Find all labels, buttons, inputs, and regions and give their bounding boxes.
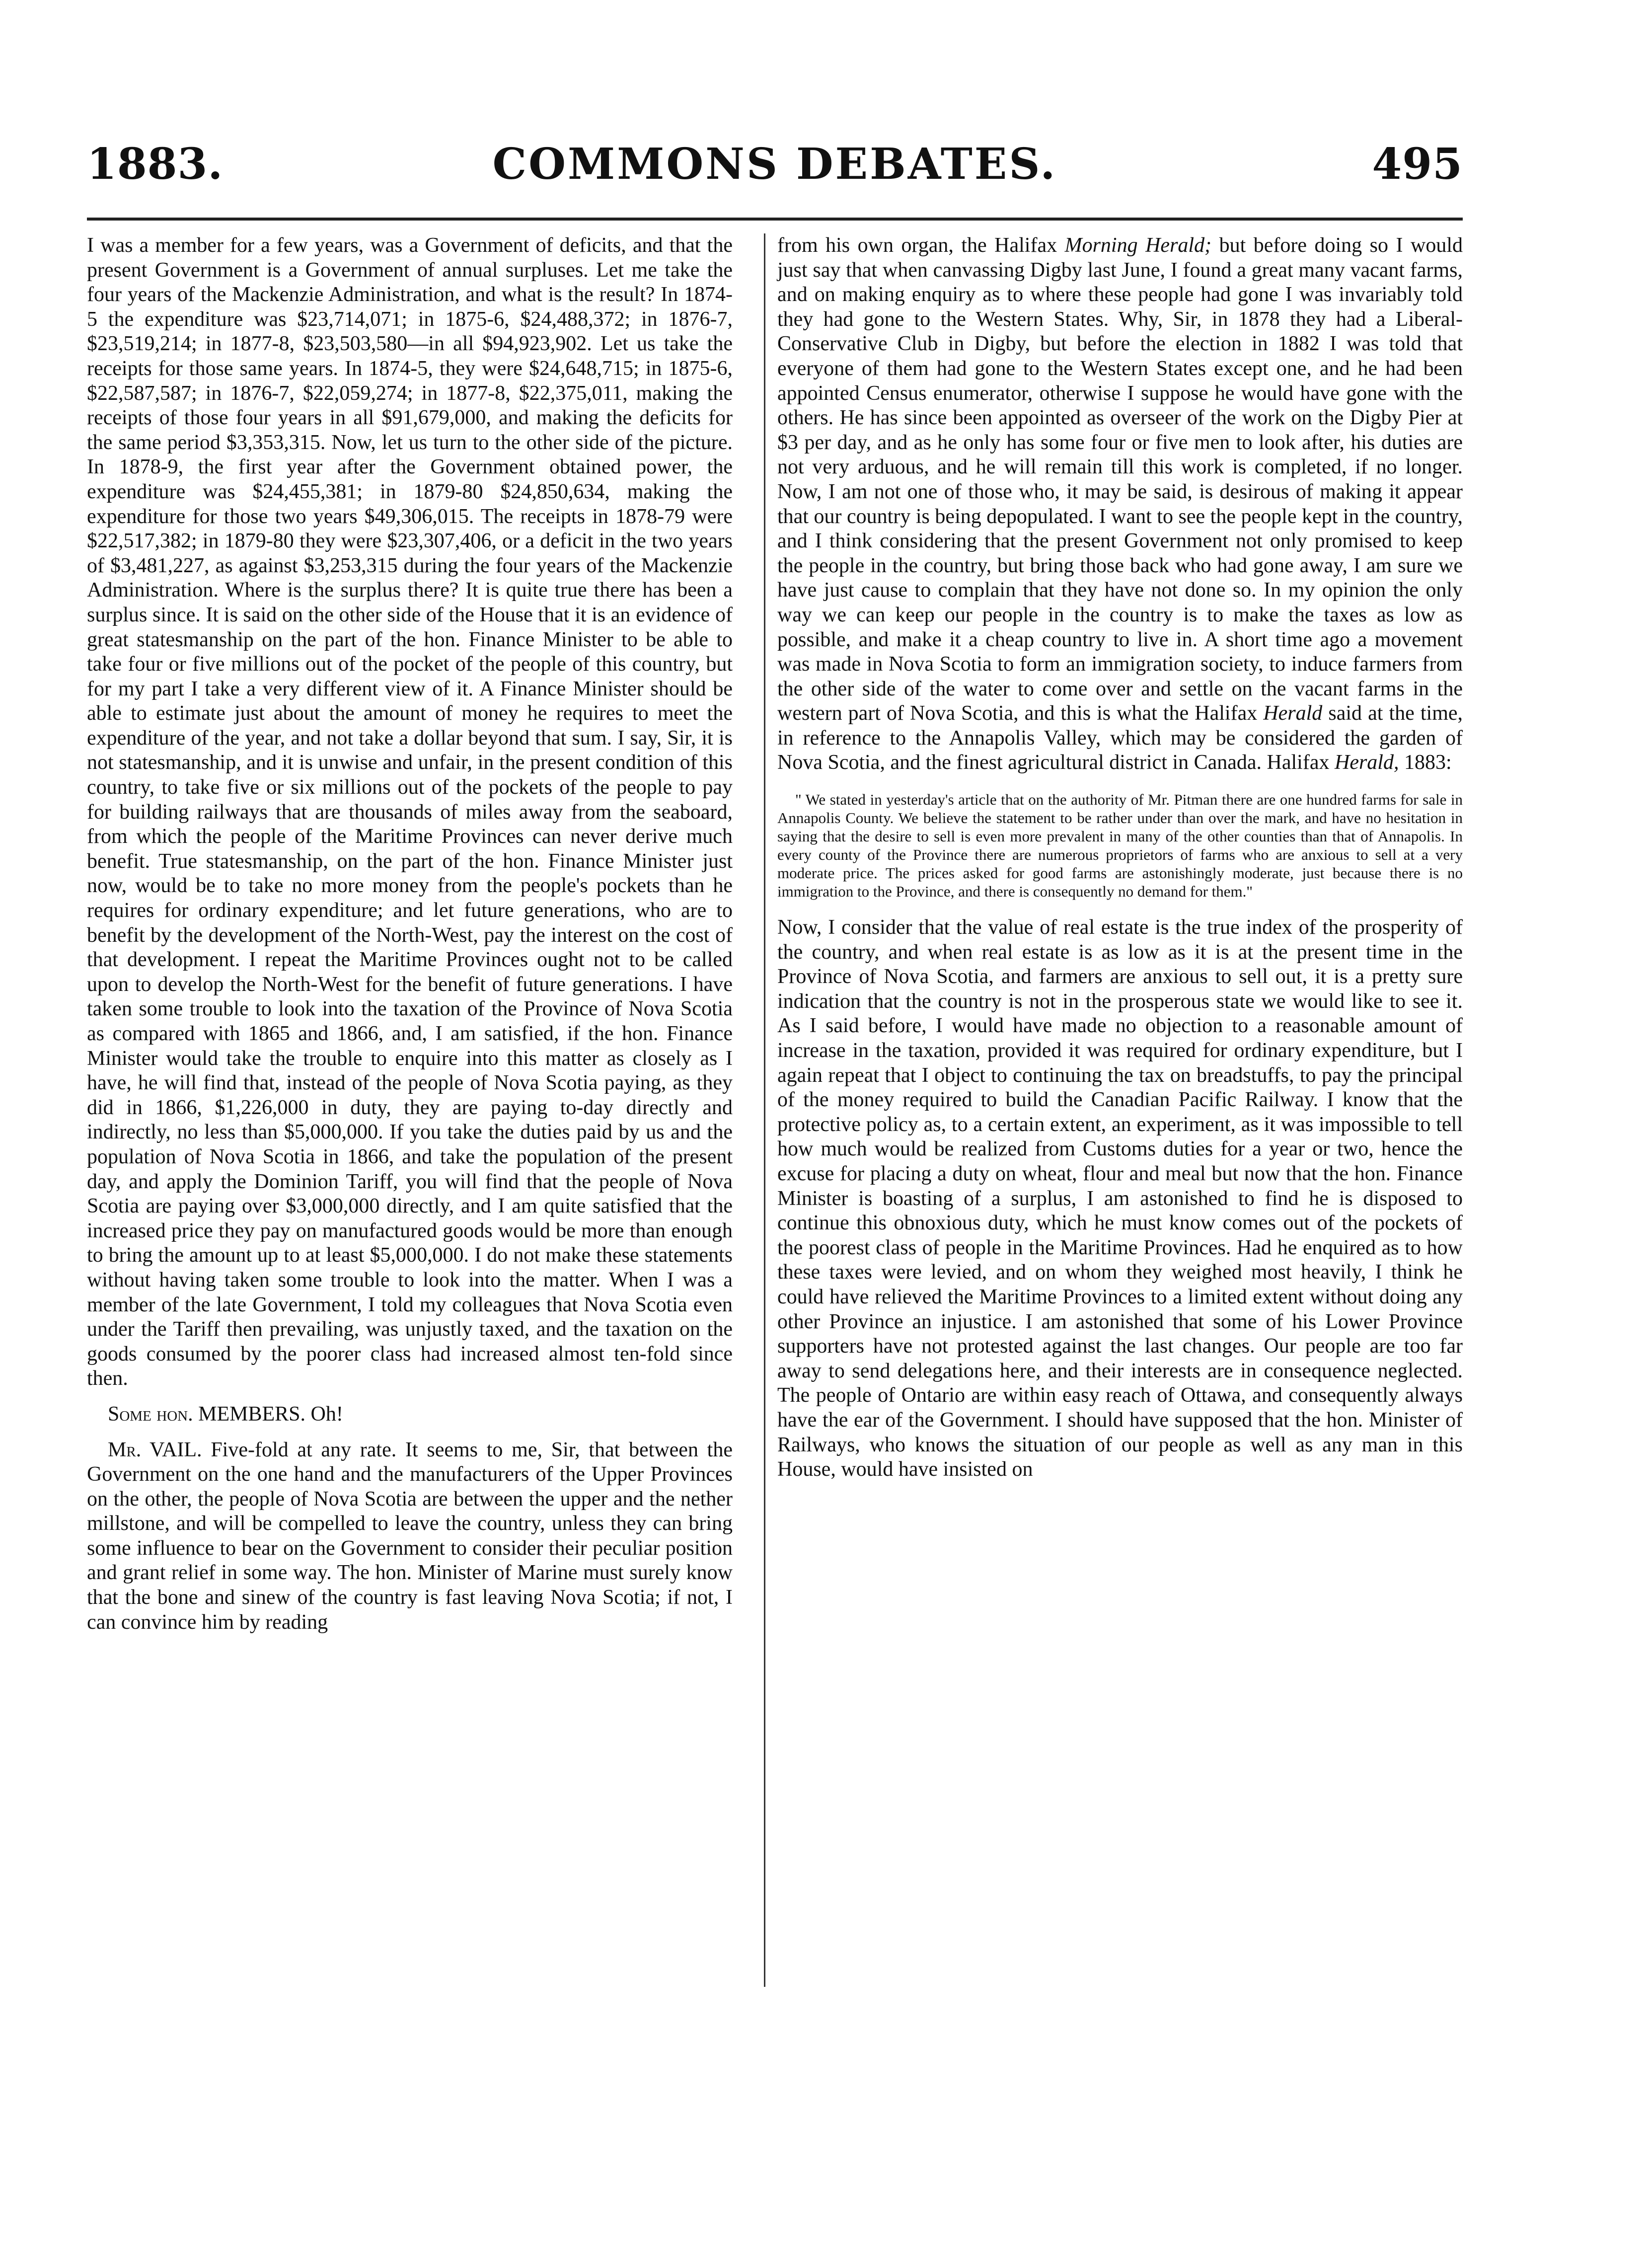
speech-text: Five-fold at any rate. It seems to me, Sir, that between the Government on the one hand and the manufacturers of the Upper Provinces on the other, the people of Nova Scotia are between the upper and the nether millstone, and will be compelled to leave the country, unless they can bring some influence to bear on the Government to consider their peculiar position and grant relief in some way. The hon. Minister of Marine must surely know that the bone and sinew of the country is fast leaving Nova Scotia; if not, I can convince him by reading xyxy=(87,1438,733,1634)
column-divider xyxy=(764,233,765,1987)
page-header xyxy=(87,139,1463,214)
header-year: 1883. xyxy=(87,139,224,189)
header-page-number: 495 xyxy=(1372,139,1463,189)
members-interjection xyxy=(87,1402,733,1427)
right-paragraph-2: Now, I consider that the value of real estate is the true index of the prosperity of the country, and when real estate is as low as it is at the present time in the Province of Nova Scotia, and farmers are anxious to sell out, it is a pretty sure indication that the country is not in the prosperous state we would like to see it. As I said before, I would have made no objection to a reasonable amount of increase in the taxation, provided it was required for ordinary expenditure, but I again repeat that I object to continuing the tax on breadstuffs, to pay the principal of the money required to build the Canadian Pacific Railway. I know that the protective policy as, to a certain extent, an experiment, as it was impossible to tell how much would be realized from Customs duties for a year or two, hence the excuse for placing a duty on wheat, flour and meal but now that the hon. Finance Minister is boasting of a surplus, I am astonished to find he is disposed to continue this obnoxious duty, which he must know comes out of the pockets of the poorest class of people in the Maritime Provinces. Had he enquired as to how these taxes were levied, and on whom they weighed most heavily, I think he could have relieved the Maritime Provinces to a limited extent without doing any other Province an injustice. I am astonished that some of his Lower Province supporters have not protested against the last changes. Our people are too far away to send delegations here, and their interests are in consequence neglected. The people of Ontario are within easy reach of Ottawa, and consequently always have the ear of the Government. I should have supposed that the hon. Minister of Railways, who knows the situation of our people as well as any man in this House, would have insisted on xyxy=(777,916,1463,1481)
left-paragraph-1: I was a member for a few years, was a Government of deficits, and that the present Government is a Government of annual surpluses. Let me take the four years of the Mackenzie Administration, and what is the result? In 1874-5 the expenditure was $23,714,071; in 1875-6, $24,488,372; in 1876-7, $23,519,214; in 1877-8, $23,503,580—in all $94,923,902. Let us take the receipts for those same years. In 1874-5, they were $24,648,715; in 1875-6, $22,587,587; in 1876-7, $22,059,274; in 1877-8, $22,375,011, making the receipts of those four years in all $91,679,000, and making the deficits for the same period $3,353,315. Now, let us turn to the other side of the picture. In 1878-9, the first year after the Government obtained power, the expenditure was $24,455,381; in 1879-80 $24,850,634, making the expenditure for those two years $49,306,015. The receipts in 1878-79 were $22,517,382; in 1879-80 they were $23,307,406, or a deficit in the two years of $3,481,227, as against $3,253,315 during the four years of the Mackenzie Administration. Where is the surplus there? It is quite true there has been a surplus since. It is said on the other side of the House that it is an evidence of great statesmanship on the part of the hon. Finance Minister to be able to take four or five millions out of the pocket of the people of this country, but for my part I take a very different view of it. A Finance Minister should be able to estimate just about the amount of money he requires to meet the expenditure of the year, and not take a dollar beyond that sum. I say, Sir, it is not statesmanship, and it is unwise and unfair, in the present condition of this country, to take five or six millions out of the pockets of the people to pay for building railways that are thousands of miles away from the seaboard, from which the people of the Maritime Provinces can never derive much benefit. True statesmanship, on the part of the hon. Finance Minister just now, would be to take no more money from the people's pockets than he requires for ordinary expenditure; and let future generations, who are to benefit by the development of the North-West, pay the interest on the cost of that development. I repeat the Maritime Provinces ought not to be called upon to develop the North-West for the benefit of future generations. I have taken some trouble to look into the taxation of the Province of Nova Scotia as compared with 1865 and 1866, and, I am satisfied, if the hon. Finance Minister would take the trouble to enquire into this matter as closely as I have, he will find that, instead of the people of Nova Scotia paying, as they did in 1866, $1,226,000 in duty, they are paying to-day directly and indirectly, no less than $5,000,000. If you take the duties paid by us and the population of Nova Scotia in 1866, and take the population of the present day, and apply the Dominion Tariff, you will find that the people of Nova Scotia are paying over $3,000,000 directly, and I am quite satisfied that the increased price they pay on manufactured goods would be more than enough to bring the amount up to at least $5,000,000. I do not make these statements without having taken some trouble to look into the matter. When I was a member of the late Government, I told my colleagues that Nova Scotia even under the Tariff then prevailing, was unjustly taxed, and the taxation on the goods consumed by the poorer class had increased almost ten-fold since then. xyxy=(87,234,733,1390)
newspaper-quote: " We stated in yesterday's article that on the authority of Mr. Pitman there are one hundred farms for sale in Annapolis County. We believe the statement to be rather under than over the mark, and have no hesitation in saying that the desire to sell is even more prevalent in many of the other counties than that of Annapolis. In every county of the Province there are numerous proprietors of farms who are anxious to sell at a very moderate price. The prices asked for good farms are astonishingly moderate, just because there is no immigration to the Province, and there is consequently no demand for them." xyxy=(777,791,1463,901)
newspaper-name: Herald xyxy=(1263,702,1323,725)
text-run: from his own organ, the Halifax xyxy=(777,234,1057,257)
right-column xyxy=(777,233,1463,1482)
right-paragraph-1 xyxy=(777,233,1463,775)
header-title: COMMONS DEBATES. xyxy=(492,139,1057,189)
speaker-label: Some hon. MEMBERS. xyxy=(108,1402,306,1426)
left-column xyxy=(87,233,733,1635)
newspaper-name: Herald, xyxy=(1334,751,1399,774)
newspaper-name: Morning Herald; xyxy=(1064,234,1212,257)
text-run: 1883: xyxy=(1404,751,1452,774)
text-run: said at the time, in reference to the Annapolis Valley, which may be considered the garden of Nova Scotia, and the finest agricultural district in Canada. Halifax xyxy=(777,702,1463,774)
header-rule xyxy=(87,218,1463,221)
text-run: but before doing so I would just say that when canvassing Digby last June, I found a great many vacant farms, and on making enquiry as to where these people had gone I was invariably told they had gone to the Western States. Why, Sir, in 1878 they had a Liberal-Conservative Club in Digby, but before the election in 1882 I was told that everyone of them had gone to the Western States except one, and he had been appointed Census enumerator, otherwise I suppose he would have gone with the others. He has since been appointed as overseer of the work on the Digby Pier at $3 per day, and as he only has some four or five men to look after, his duties are not very arduous, and he will remain till this work is completed, if no longer. Now, I am not one of those who, it may be said, is desirous of making it appear that our country is being depopulated. I want to see the people kept in the country, and I think considering that the present Government not only promised to keep the people in the country, but bring those back who had gone away, I am sure we have just cause to complain that they have not done so. In my opinion the only way we can keep our people in the country is to make the taxes as low as possible, and make it a cheap country to live in. A short time ago a movement was made in Nova Scotia to form an immigration society, to induce farmers from the other side of the water to come over and settle on the vacant farms in the western part of Nova Scotia, and this is what the Halifax xyxy=(777,234,1463,725)
interjection-text: Oh! xyxy=(310,1402,343,1426)
vail-speech xyxy=(87,1438,733,1635)
speaker-label: Mr. VAIL. xyxy=(108,1438,202,1461)
